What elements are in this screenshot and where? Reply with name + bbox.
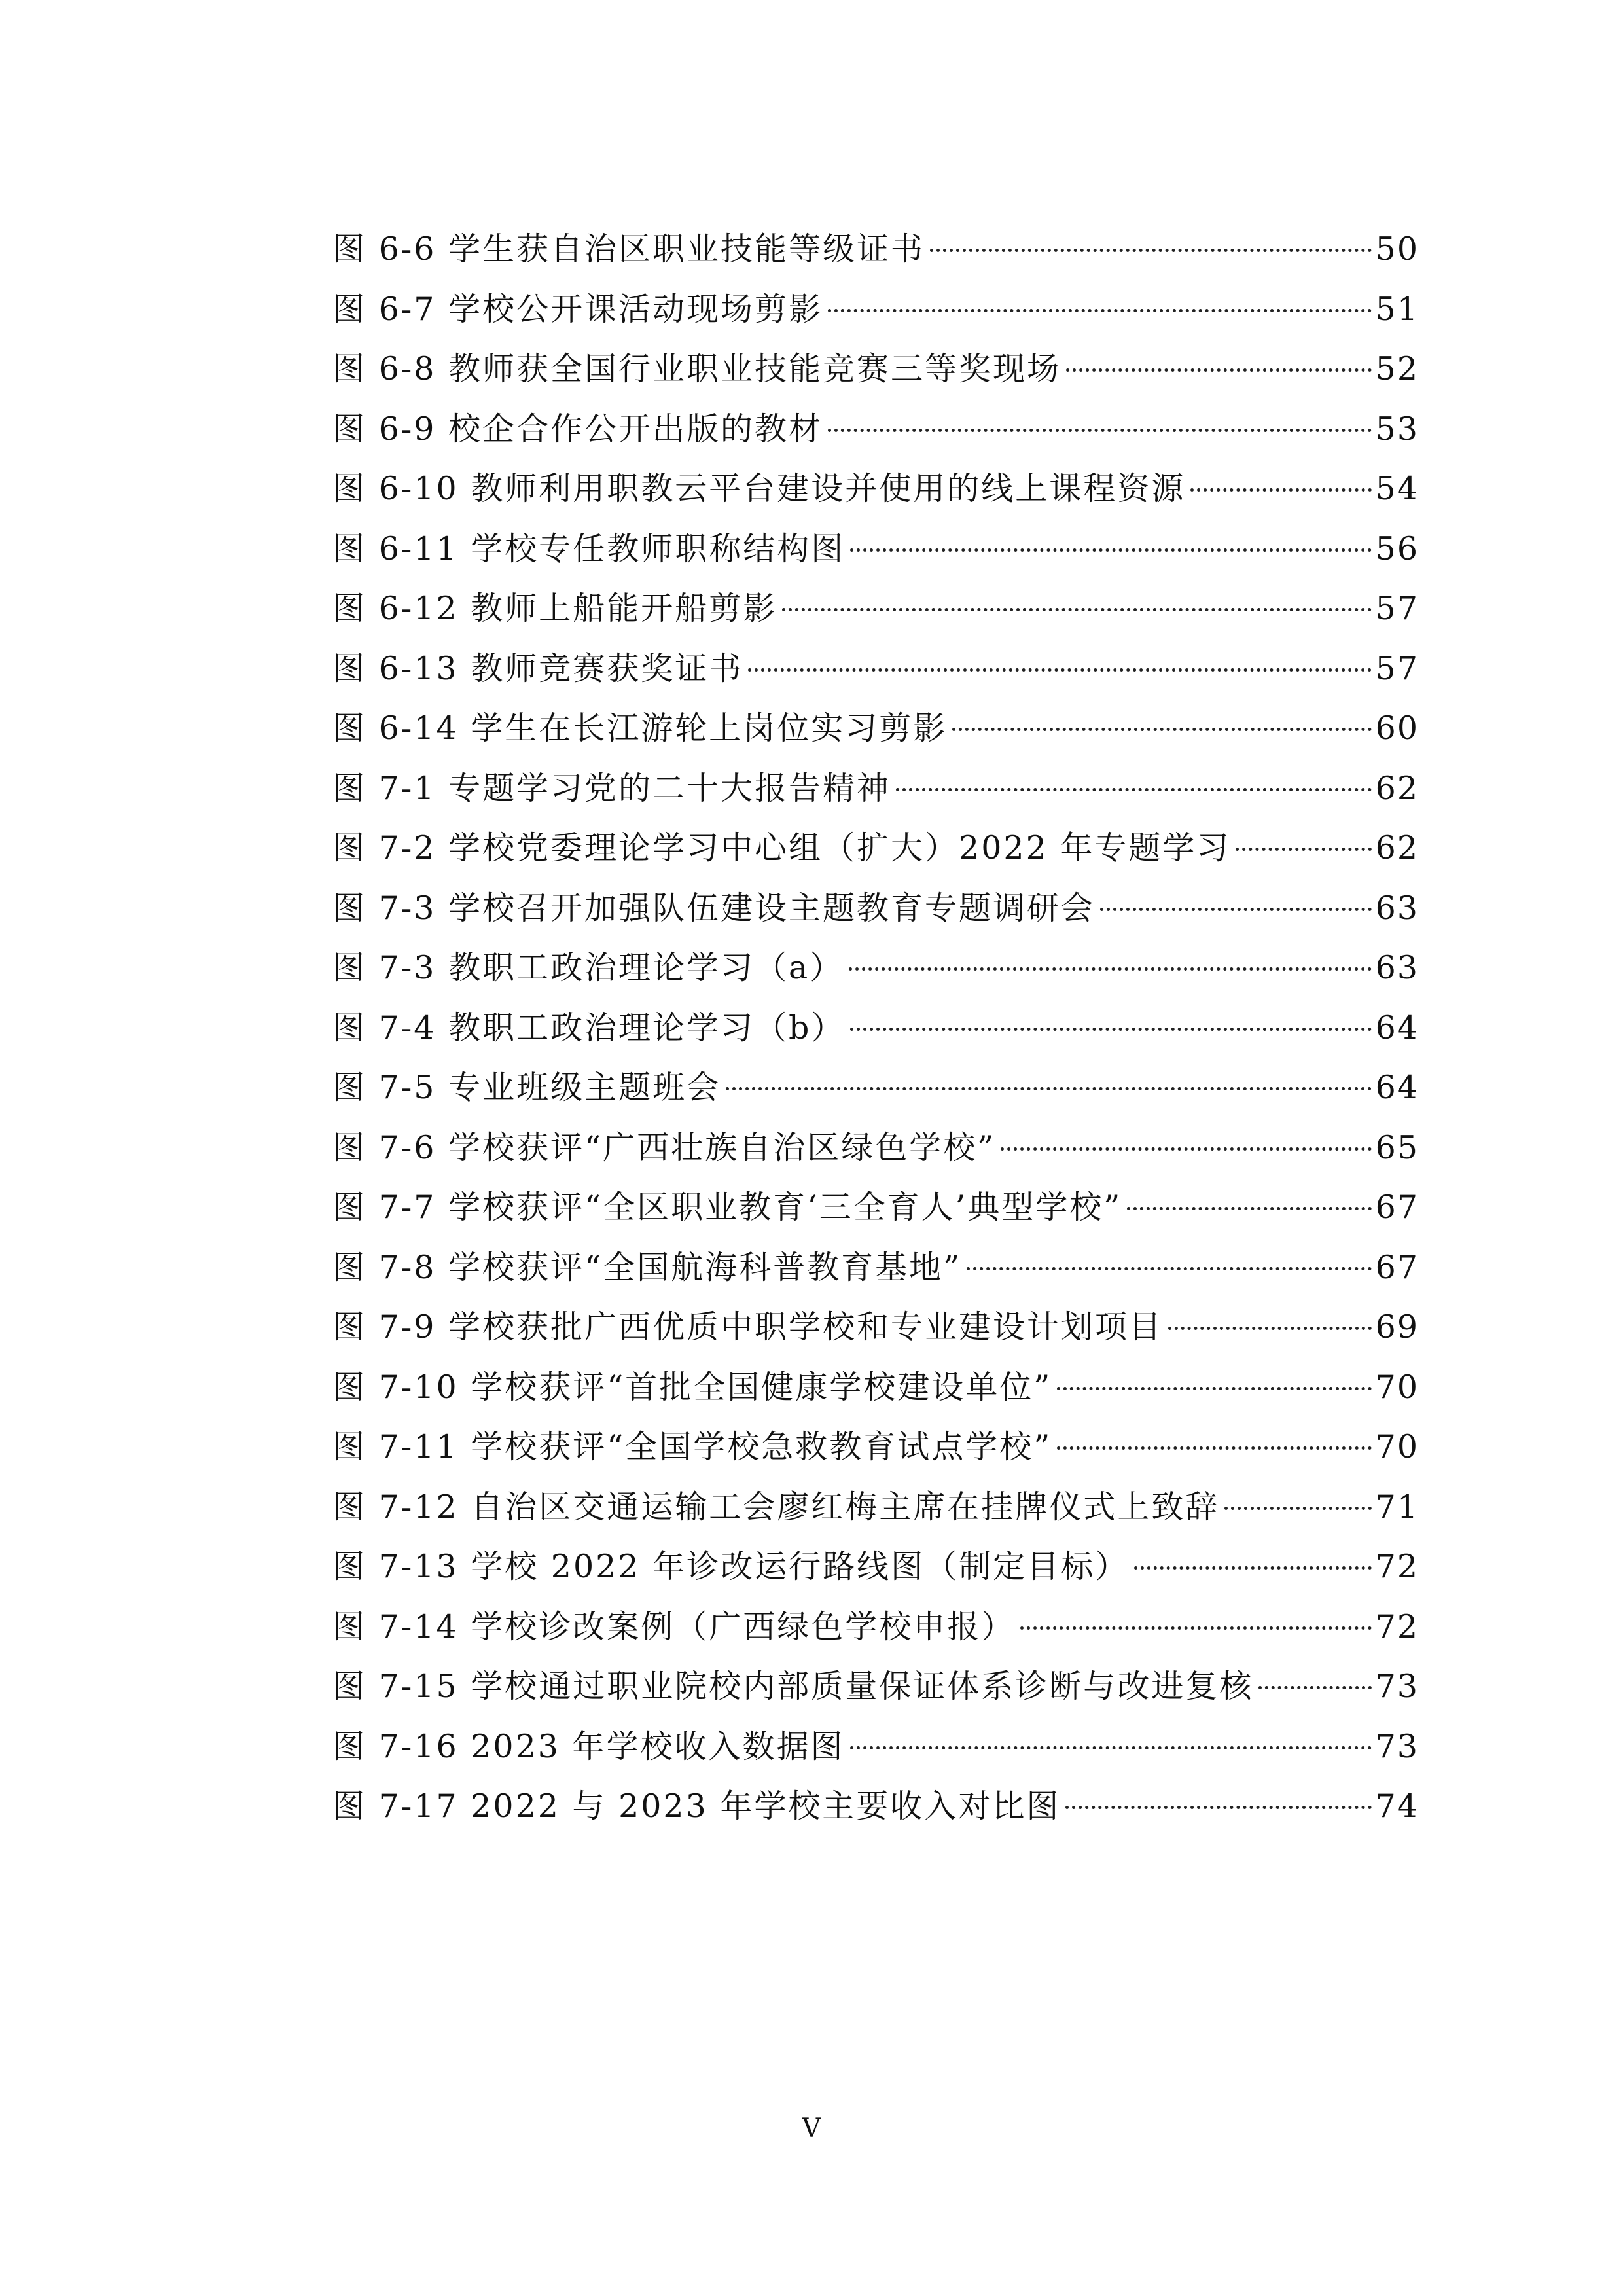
table-of-figures [332,219,1419,1837]
toc-entry-label: 图 7-4 教职工政治理论学习（b） [332,1009,846,1047]
toc-entry-label: 图 7-16 2023 年学校收入数据图 [332,1727,845,1765]
toc-entry-page: 62 [1375,829,1419,867]
toc-entry-page: 65 [1375,1128,1419,1166]
dot-leader [1236,848,1371,851]
dot-leader [850,1028,1371,1031]
page-number: V [802,2113,821,2144]
toc-entry-page: 57 [1375,649,1419,687]
dot-leader [1190,488,1371,492]
toc-entry-label: 图 7-6 学校获评“广西壮族自治区绿色学校” [332,1128,996,1166]
toc-entry-label: 图 7-17 2022 与 2023 年学校主要收入对比图 [332,1787,1061,1825]
dot-leader [849,967,1371,971]
toc-entry[interactable] [332,579,1419,639]
toc-entry-page: 69 [1375,1308,1419,1346]
toc-entry-label: 图 6-11 学校专任教师职称结构图 [332,529,846,567]
toc-entry[interactable] [332,399,1419,459]
toc-entry-page: 53 [1375,410,1419,448]
toc-entry-page: 52 [1375,350,1419,387]
toc-entry[interactable] [332,938,1419,998]
toc-entry-label: 图 7-5 专业班级主题班会 [332,1069,721,1106]
toc-entry-page: 54 [1375,470,1419,507]
dot-leader [1001,1147,1371,1151]
dot-leader [828,309,1372,312]
toc-entry-label: 图 7-3 学校召开加强队伍建设主题教育专题调研会 [332,889,1096,927]
toc-entry-label: 图 7-11 学校获评“全国学校急救教育试点学校” [332,1428,1052,1465]
dot-leader [782,608,1371,611]
toc-entry[interactable] [332,639,1419,699]
toc-entry-label: 图 6-8 教师获全国行业职业技能竞赛三等奖现场 [332,350,1061,387]
toc-entry-page: 56 [1375,529,1419,567]
toc-entry-page: 72 [1375,1607,1419,1645]
dot-leader [967,1267,1371,1270]
toc-entry-page: 71 [1375,1488,1419,1526]
toc-entry-label: 图 6-14 学生在长江游轮上岗位实习剪影 [332,709,948,747]
toc-entry-page: 72 [1375,1548,1419,1585]
toc-entry-page: 74 [1375,1787,1419,1825]
toc-entry[interactable] [332,279,1419,340]
dot-leader [1066,368,1372,372]
dot-leader [828,429,1372,432]
dot-leader [930,249,1372,252]
toc-entry[interactable] [332,1357,1419,1418]
toc-entry-label: 图 7-7 学校获评“全区职业教育‘三全育人’典型学校” [332,1189,1122,1226]
dot-leader [1127,1207,1371,1210]
toc-entry[interactable] [332,1238,1419,1298]
toc-entry-page: 62 [1375,769,1419,807]
toc-entry-label: 图 7-10 学校获评“首批全国健康学校建设单位” [332,1368,1052,1406]
dot-leader [1057,1446,1371,1450]
toc-entry-page: 67 [1375,1248,1419,1286]
toc-entry-page: 70 [1375,1368,1419,1406]
toc-entry[interactable] [332,1477,1419,1537]
dot-leader [1258,1686,1371,1689]
toc-entry-label: 图 7-1 专题学习党的二十大报告精神 [332,769,891,807]
toc-entry-page: 50 [1375,230,1419,268]
toc-entry[interactable] [332,759,1419,819]
toc-entry-label: 图 6-9 校企合作公开出版的教材 [332,410,823,448]
toc-entry[interactable] [332,339,1419,399]
toc-entry-label: 图 6-13 教师竞赛获奖证书 [332,649,743,687]
toc-entry-label: 图 7-2 学校党委理论学习中心组（扩大）2022 年专题学习 [332,829,1231,867]
toc-entry-label: 图 7-12 自治区交通运输工会廖红梅主席在挂牌仪式上致辞 [332,1488,1220,1526]
toc-entry[interactable] [332,219,1419,279]
toc-entry[interactable] [332,878,1419,939]
toc-entry-page: 60 [1375,709,1419,747]
dot-leader [850,1746,1372,1749]
toc-entry-label: 图 6-6 学生获自治区职业技能等级证书 [332,230,925,268]
dot-leader [1100,908,1372,911]
toc-entry[interactable] [332,1417,1419,1477]
dot-leader [1065,1806,1371,1809]
dot-leader [726,1087,1372,1090]
dot-leader [896,788,1372,791]
toc-entry-label: 图 7-13 学校 2022 年诊改运行路线图（制定目标） [332,1548,1130,1585]
toc-entry[interactable] [332,818,1419,878]
toc-entry[interactable] [332,1597,1419,1657]
dot-leader [1020,1626,1371,1630]
toc-entry-page: 51 [1375,290,1419,328]
toc-entry-page: 70 [1375,1428,1419,1465]
dot-leader [952,728,1371,731]
dot-leader [1057,1387,1371,1390]
toc-entry[interactable] [332,1776,1419,1837]
toc-entry[interactable] [332,1717,1419,1777]
toc-entry-label: 图 6-7 学校公开课活动现场剪影 [332,290,823,328]
dot-leader [850,548,1371,552]
toc-entry[interactable] [332,1058,1419,1118]
dot-leader [1168,1327,1372,1330]
toc-entry-label: 图 7-3 教职工政治理论学习（a） [332,949,844,986]
toc-entry[interactable] [332,459,1419,519]
toc-entry[interactable] [332,1537,1419,1597]
toc-entry-label: 图 7-14 学校诊改案例（广西绿色学校申报） [332,1607,1016,1645]
dot-leader [748,668,1371,672]
toc-entry-page: 63 [1375,889,1419,927]
toc-entry-label: 图 6-10 教师利用职教云平台建设并使用的线上课程资源 [332,470,1186,507]
toc-entry[interactable] [332,698,1419,759]
toc-entry-page: 63 [1375,949,1419,986]
dot-leader [1224,1507,1371,1510]
dot-leader [1134,1566,1372,1570]
toc-entry-page: 57 [1375,590,1419,627]
toc-entry[interactable] [332,1177,1419,1238]
toc-entry[interactable] [332,1118,1419,1178]
toc-entry[interactable] [332,1657,1419,1717]
toc-entry[interactable] [332,998,1419,1058]
toc-entry-page: 67 [1375,1189,1419,1226]
toc-entry-label: 图 7-15 学校通过职业院校内部质量保证体系诊断与改进复核 [332,1668,1254,1705]
toc-entry[interactable] [332,519,1419,579]
toc-entry-label: 图 7-9 学校获批广西优质中职学校和专业建设计划项目 [332,1308,1164,1346]
toc-entry[interactable] [332,1297,1419,1357]
toc-entry-page: 73 [1375,1668,1419,1705]
toc-entry-page: 64 [1375,1009,1419,1047]
toc-entry-page: 64 [1375,1069,1419,1106]
toc-entry-label: 图 7-8 学校获评“全国航海科普教育基地” [332,1248,962,1286]
toc-entry-label: 图 6-12 教师上船能开船剪影 [332,590,777,627]
toc-entry-page: 73 [1375,1727,1419,1765]
